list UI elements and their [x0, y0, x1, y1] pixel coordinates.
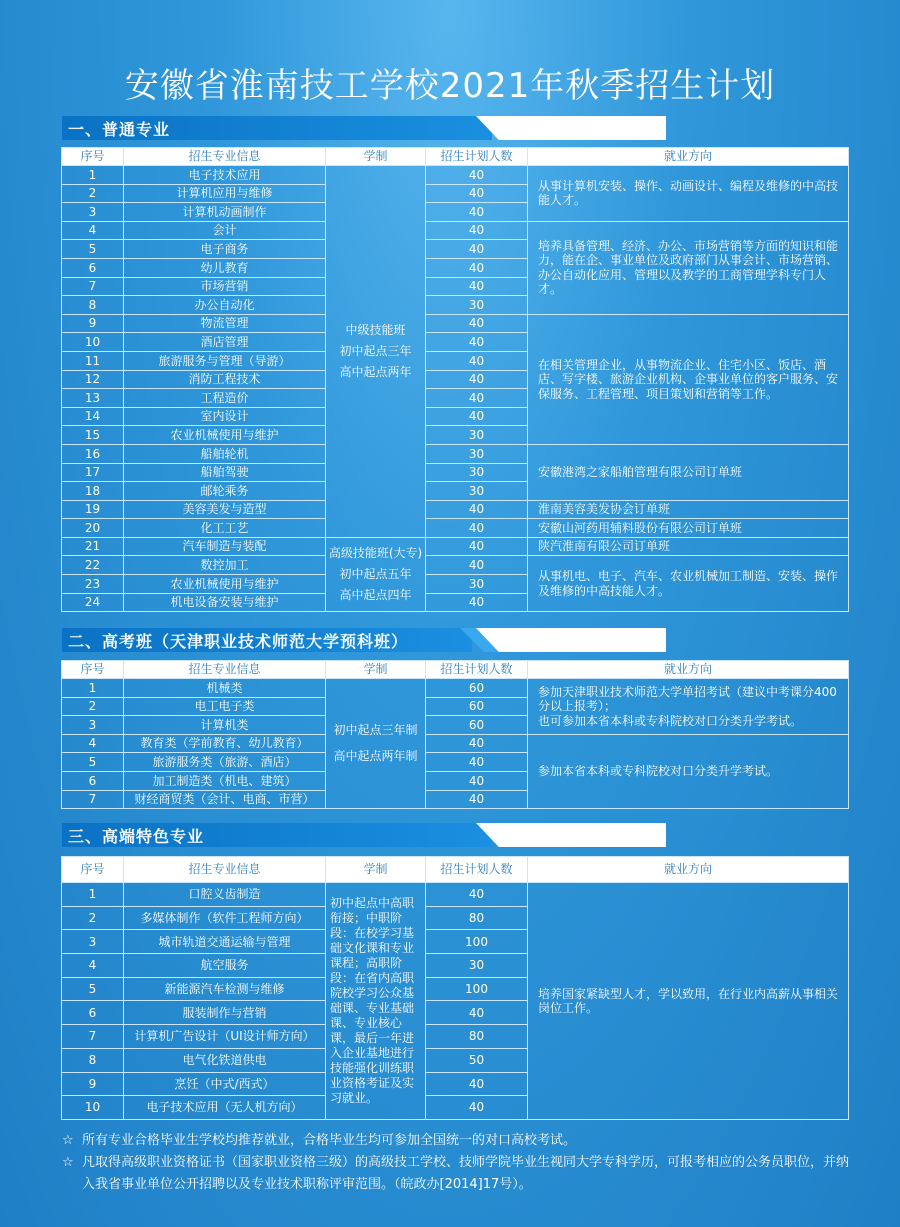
major-name: 机械类	[124, 679, 326, 698]
quota-value: 60	[426, 716, 528, 735]
quota-value: 40	[426, 184, 528, 203]
quota-value: 40	[426, 1001, 528, 1025]
table-row	[62, 519, 849, 538]
quota-value: 40	[426, 333, 528, 352]
table-row	[62, 444, 849, 463]
quota-value: 40	[426, 734, 528, 753]
table-row	[62, 556, 849, 575]
jobs-description: 培养国家紧缺型人才，学以致用，在行业内高薪从事相关岗位工作。	[528, 883, 849, 1120]
major-name: 会计	[124, 221, 326, 240]
header-index: 序号	[62, 661, 124, 679]
table-row	[62, 314, 849, 333]
quota-value: 40	[426, 314, 528, 333]
quota-value: 40	[426, 389, 528, 408]
quota-value: 30	[426, 575, 528, 594]
row-index: 18	[62, 482, 124, 501]
row-index: 15	[62, 426, 124, 445]
row-index: 10	[62, 1096, 124, 1120]
quota-value: 40	[426, 1096, 528, 1120]
quota-value: 40	[426, 753, 528, 772]
table-body-2	[62, 679, 849, 809]
quota-value: 40	[426, 277, 528, 296]
header-index: 序号	[62, 148, 124, 166]
star-icon: ☆	[62, 1155, 74, 1170]
row-index: 2	[62, 697, 124, 716]
quota-value: 30	[426, 463, 528, 482]
footnote-2	[60, 1152, 860, 1196]
quota-value: 40	[426, 771, 528, 790]
row-index: 4	[62, 734, 124, 753]
major-name: 新能源汽车检测与维修	[124, 977, 326, 1001]
quota-value: 30	[426, 296, 528, 315]
major-name: 加工制造类（机电、建筑）	[124, 771, 326, 790]
jobs-description: 参加本省本科或专科院校对口分类升学考试。	[528, 734, 849, 808]
header-quota: 招生计划人数	[426, 857, 528, 883]
header-major: 招生专业信息	[124, 857, 326, 883]
major-name: 幼儿教育	[124, 258, 326, 277]
row-index: 20	[62, 519, 124, 538]
major-name: 酒店管理	[124, 333, 326, 352]
major-name: 消防工程技术	[124, 370, 326, 389]
row-index: 6	[62, 771, 124, 790]
major-name: 船舶轮机	[124, 444, 326, 463]
row-index: 8	[62, 296, 124, 315]
footnote-text: 所有专业合格毕业生学校均推荐就业，合格毕业生均可参加全国统一的对口高校考试。	[82, 1133, 577, 1148]
header-index: 序号	[62, 857, 124, 883]
quota-value: 40	[426, 519, 528, 538]
major-name: 口腔义齿制造	[124, 883, 326, 907]
header-system: 学制	[326, 148, 426, 166]
header-jobs: 就业方向	[528, 857, 849, 883]
quota-value: 40	[426, 556, 528, 575]
quota-value: 40	[426, 221, 528, 240]
quota-value: 80	[426, 906, 528, 930]
table-general-majors	[61, 147, 849, 612]
quota-value: 40	[426, 370, 528, 389]
table-row	[62, 166, 849, 185]
system-line: 高中起点四年	[339, 588, 412, 603]
major-name: 机电设备安装与维护	[124, 593, 326, 612]
footnotes	[60, 1130, 860, 1196]
major-name: 烹饪（中式/西式）	[124, 1072, 326, 1096]
header-system: 学制	[326, 661, 426, 679]
row-index: 7	[62, 1025, 124, 1049]
system-line: 中级技能班	[345, 322, 406, 337]
major-name: 汽车制造与装配	[124, 537, 326, 556]
quota-value: 40	[426, 240, 528, 259]
major-name: 城市轨道交通运输与管理	[124, 930, 326, 954]
quota-value: 40	[426, 790, 528, 809]
row-index: 1	[62, 679, 124, 698]
row-index: 24	[62, 593, 124, 612]
quota-value: 40	[426, 593, 528, 612]
header-jobs: 就业方向	[528, 148, 849, 166]
quota-value: 30	[426, 482, 528, 501]
quota-value: 60	[426, 679, 528, 698]
system-line: 高中起点两年	[339, 364, 412, 379]
header-system: 学制	[326, 857, 426, 883]
row-index: 9	[62, 1072, 124, 1096]
footnote-text: 凡取得高级职业资格证书（国家职业资格三级）的高级技工学校、技师学院毕业生视同大学专科学历，可报考相应的公务员职位，并纳入我省事业单位公开招聘以及专业技术职称评审范围。（皖政办[2014]17号）。	[82, 1155, 850, 1192]
jobs-description	[528, 679, 849, 735]
quota-value: 40	[426, 407, 528, 426]
quota-value: 60	[426, 697, 528, 716]
quota-value: 40	[426, 166, 528, 185]
major-name: 旅游服务与管理（导游）	[124, 351, 326, 370]
row-index: 14	[62, 407, 124, 426]
quota-value: 100	[426, 930, 528, 954]
major-name: 财经商贸类（会计、电商、市营）	[124, 790, 326, 809]
row-index: 5	[62, 753, 124, 772]
section-heading-1	[62, 116, 666, 140]
major-name: 电子技术应用	[124, 166, 326, 185]
section-heading-2-label: 二、高考班（天津职业技术师范大学预科班）	[68, 632, 409, 651]
major-name: 计算机类	[124, 716, 326, 735]
row-index: 6	[62, 258, 124, 277]
major-name: 电子商务	[124, 240, 326, 259]
quota-value: 30	[426, 444, 528, 463]
row-index: 9	[62, 314, 124, 333]
row-index: 10	[62, 333, 124, 352]
major-name: 教育类（学前教育、幼儿教育）	[124, 734, 326, 753]
major-name: 美容美发与造型	[124, 500, 326, 519]
table-premium-majors	[61, 856, 849, 1120]
quota-value: 40	[426, 500, 528, 519]
row-index: 16	[62, 444, 124, 463]
page-title: 安徽省淮南技工学校2021年秋季招生计划	[124, 66, 776, 106]
major-name: 电气化铁道供电	[124, 1048, 326, 1072]
major-name: 化工工艺	[124, 519, 326, 538]
system-cell	[326, 679, 426, 809]
row-index: 1	[62, 883, 124, 907]
major-name: 计算机广告设计（UI设计师方向）	[124, 1025, 326, 1049]
major-name: 电工电子类	[124, 697, 326, 716]
row-index: 2	[62, 906, 124, 930]
row-index: 11	[62, 351, 124, 370]
major-name: 电子技术应用（无人机方向）	[124, 1096, 326, 1120]
table-row	[62, 679, 849, 698]
row-index: 7	[62, 277, 124, 296]
row-index: 3	[62, 203, 124, 222]
star-icon: ☆	[62, 1133, 74, 1148]
quota-value: 40	[426, 351, 528, 370]
quota-value: 30	[426, 426, 528, 445]
system-line: 初中起点五年	[339, 567, 412, 582]
header-jobs: 就业方向	[528, 661, 849, 679]
row-index: 3	[62, 716, 124, 735]
major-name: 室内设计	[124, 407, 326, 426]
major-name: 计算机动画制作	[124, 203, 326, 222]
row-index: 7	[62, 790, 124, 809]
major-name: 工程造价	[124, 389, 326, 408]
row-index: 13	[62, 389, 124, 408]
jobs-description: 从事机电、电子、汽车、农业机械加工制造、安装、操作及维修的中高技能人才。	[528, 556, 849, 612]
jobs-line: 参加天津职业技术师范大学单招考试（建议中考课分400分以上报考）；	[538, 684, 837, 714]
system-line: 高中起点两年制	[333, 748, 418, 763]
major-name: 数控加工	[124, 556, 326, 575]
jobs-description: 在相关管理企业，从事物流企业、住宅小区、饭店、酒店、写字楼、旅游企业机构、企事业单位的客户服务、安保服务、工程管理、项目策划和营销等工作。	[528, 314, 849, 444]
table-row	[62, 537, 849, 556]
major-name: 多媒体制作（软件工程师方向）	[124, 906, 326, 930]
footnote-1	[60, 1130, 860, 1152]
major-name: 航空服务	[124, 954, 326, 978]
jobs-line: 也可参加本省本科或专科院校对口分类升学考试。	[538, 713, 803, 728]
row-index: 4	[62, 954, 124, 978]
major-name: 服装制作与营销	[124, 1001, 326, 1025]
major-name: 市场营销	[124, 277, 326, 296]
row-index: 22	[62, 556, 124, 575]
quota-value: 30	[426, 954, 528, 978]
jobs-description: 陕汽淮南有限公司订单班	[528, 537, 849, 556]
table-body-1	[62, 166, 849, 612]
system-line: 初中起点三年制	[333, 723, 418, 738]
row-index: 23	[62, 575, 124, 594]
row-index: 4	[62, 221, 124, 240]
section-heading-1-label: 一、普通专业	[68, 120, 171, 139]
quota-value: 40	[426, 537, 528, 556]
system-cell-a	[326, 166, 426, 538]
major-name: 办公自动化	[124, 296, 326, 315]
row-index: 3	[62, 930, 124, 954]
row-index: 5	[62, 977, 124, 1001]
quota-value: 40	[426, 1072, 528, 1096]
header-quota: 招生计划人数	[426, 148, 528, 166]
table-row	[62, 883, 849, 907]
major-name: 计算机应用与维修	[124, 184, 326, 203]
major-name: 物流管理	[124, 314, 326, 333]
row-index: 21	[62, 537, 124, 556]
table-gaokao-class	[61, 660, 849, 809]
table-row	[62, 221, 849, 240]
quota-value: 40	[426, 258, 528, 277]
system-cell: 初中起点中高职衔接；中职阶段：在校学习基础文化课和专业课程；高职阶段：在省内高职院校学习公众基础课、专业基础课、专业核心课，最后一年进入企业基地进行技能强化训练职业资格考证及实习就业。	[326, 883, 426, 1120]
jobs-description: 淮南美容美发协会订单班	[528, 500, 849, 519]
table-body-3	[62, 883, 849, 1120]
row-index: 1	[62, 166, 124, 185]
jobs-description: 安徽山河药用辅料股份有限公司订单班	[528, 519, 849, 538]
major-name: 农业机械使用与维护	[124, 575, 326, 594]
row-index: 5	[62, 240, 124, 259]
major-name: 农业机械使用与维护	[124, 426, 326, 445]
major-name: 船舶驾驶	[124, 463, 326, 482]
table-row	[62, 734, 849, 753]
header-quota: 招生计划人数	[426, 661, 528, 679]
major-name: 邮轮乘务	[124, 482, 326, 501]
header-major: 招生专业信息	[124, 661, 326, 679]
row-index: 6	[62, 1001, 124, 1025]
jobs-description: 培养具备管理、经济、办公、市场营销等方面的知识和能力，能在企、事业单位及政府部门从事会计、市场营销、办公自动化应用、管理以及教学的工商管理学科专门人才。	[528, 221, 849, 314]
table-row	[62, 500, 849, 519]
section-heading-3-label: 三、高端特色专业	[68, 827, 205, 846]
row-index: 19	[62, 500, 124, 519]
system-line: 初中起点三年	[339, 343, 412, 358]
jobs-description: 从事计算机安装、操作、动画设计、编程及维修的中高技能人才。	[528, 166, 849, 222]
row-index: 12	[62, 370, 124, 389]
section-heading-3	[62, 823, 666, 847]
system-cell-b	[326, 537, 426, 611]
major-name: 旅游服务类（旅游、酒店）	[124, 753, 326, 772]
jobs-description: 安徽港湾之家船舶管理有限公司订单班	[528, 444, 849, 500]
system-line: 高级技能班(大专)	[328, 546, 423, 561]
section-heading-2	[62, 628, 666, 652]
header-major: 招生专业信息	[124, 148, 326, 166]
row-index: 8	[62, 1048, 124, 1072]
quota-value: 100	[426, 977, 528, 1001]
quota-value: 80	[426, 1025, 528, 1049]
row-index: 2	[62, 184, 124, 203]
quota-value: 50	[426, 1048, 528, 1072]
row-index: 17	[62, 463, 124, 482]
quota-value: 40	[426, 203, 528, 222]
quota-value: 40	[426, 883, 528, 907]
